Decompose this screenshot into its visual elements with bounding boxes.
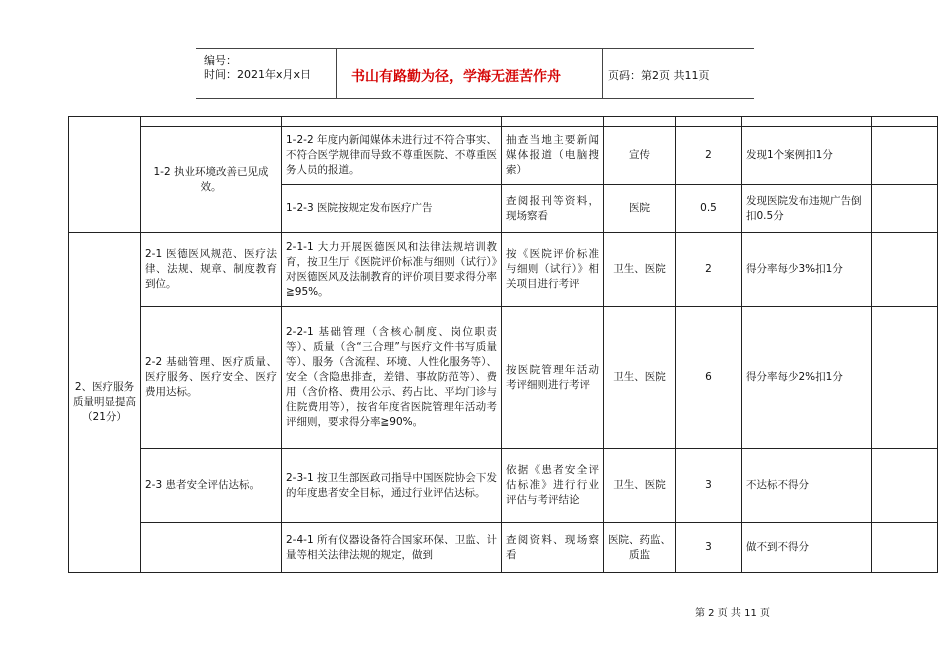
responsible-dept: 卫生、医院	[604, 449, 676, 523]
item-description: 2-1-1 大力开展医德医风和法律法规培训教育，按卫生厅《医院评价标准与细则（试行）》对医德医风及法制教育的评价项目要求得分率≧95%。	[282, 233, 502, 307]
responsible-dept: 医院	[604, 185, 676, 233]
table-row	[69, 117, 938, 127]
scoring-rule: 发现1个案例扣1分	[742, 127, 872, 185]
item-description: 2-2-1 基础管理（含核心制度、岗位职责等）、质量（含“三合理”与医疗文件书写质量等）、服务（含流程、环境、人性化服务等）、安全（含隐患排查，差错、事故防范等）、费用（含价格、费用公示、药占比、平均门诊与住院费用等），按省年度省医院管理年活动考评细则，要求得分率≧90%。	[282, 307, 502, 449]
score-cell: 6	[676, 307, 742, 449]
item-description: 2-3-1 按卫生部医政司指导中国医院协会下发的年度患者安全目标，通过行业评估达标。	[282, 449, 502, 523]
score-cell: 3	[676, 449, 742, 523]
header-page-label: 页码：第2页 共11页	[608, 69, 710, 82]
responsible-dept: 卫生、医院	[604, 233, 676, 307]
item-description: 1-2-3 医院按规定发布医疗广告	[282, 185, 502, 233]
responsible-dept: 宣传	[604, 127, 676, 185]
score-cell: 0.5	[676, 185, 742, 233]
header-divider	[602, 49, 603, 98]
criterion-cell: 2-2 基础管理、医疗质量、医疗服务、医疗安全、医疗费用达标。	[141, 307, 282, 449]
evaluation-table	[68, 116, 938, 573]
scoring-rule: 得分率每少2%扣1分	[742, 307, 872, 449]
scoring-rule: 不达标不得分	[742, 449, 872, 523]
responsible-dept: 卫生、医院	[604, 307, 676, 449]
assessment-method: 查阅资料、现场察看	[502, 523, 604, 573]
header-motto: 书山有路勤为径，学海无涯苦作舟	[351, 69, 561, 85]
header-divider	[336, 49, 337, 98]
table-row	[69, 449, 938, 523]
score-cell: 3	[676, 523, 742, 573]
criterion-cell: 1-2 执业环境改善已见成效。	[141, 127, 282, 233]
doc-time-label: 时间：2021年x月x日	[204, 68, 312, 81]
score-cell: 2	[676, 233, 742, 307]
responsible-dept: 医院、药监、质监	[604, 523, 676, 573]
criterion-cell	[141, 523, 282, 573]
page-header	[196, 48, 754, 99]
page-footer: 第 2 页 共 11 页	[695, 608, 770, 619]
item-description: 2-4-1 所有仪器设备符合国家环保、卫监、计量等相关法律法规的规定，做到	[282, 523, 502, 573]
scoring-rule: 得分率每少3%扣1分	[742, 233, 872, 307]
assessment-method: 查阅报刊等资料，现场察看	[502, 185, 604, 233]
assessment-method: 按《医院评价标准与细则（试行）》相关项目进行考评	[502, 233, 604, 307]
criterion-cell: 2-1 医德医风规范、医疗法律、法规、规章、制度教育到位。	[141, 233, 282, 307]
item-description: 1-2-2 年度内新闻媒体未进行过不符合事实、不符合医学规律而导致不尊重医院、不尊重医务人员的报道。	[282, 127, 502, 185]
criterion-cell: 2-3 患者安全评估达标。	[141, 449, 282, 523]
assessment-method: 依据《患者安全评估标准》进行行业评估与考评结论	[502, 449, 604, 523]
table-row	[69, 233, 938, 307]
assessment-method: 按医院管理年活动考评细则进行考评	[502, 307, 604, 449]
table-row	[69, 307, 938, 449]
section-label: 2、医疗服务质量明显提高（21分）	[69, 233, 141, 573]
scoring-rule: 发现医院发布违规广告倒扣0.5分	[742, 185, 872, 233]
table-row	[69, 523, 938, 573]
score-cell: 2	[676, 127, 742, 185]
table-row	[69, 127, 938, 185]
assessment-method: 抽查当地主要新闻媒体报道（电脑搜索）	[502, 127, 604, 185]
doc-number-label: 编号：	[204, 54, 237, 67]
scoring-rule: 做不到不得分	[742, 523, 872, 573]
